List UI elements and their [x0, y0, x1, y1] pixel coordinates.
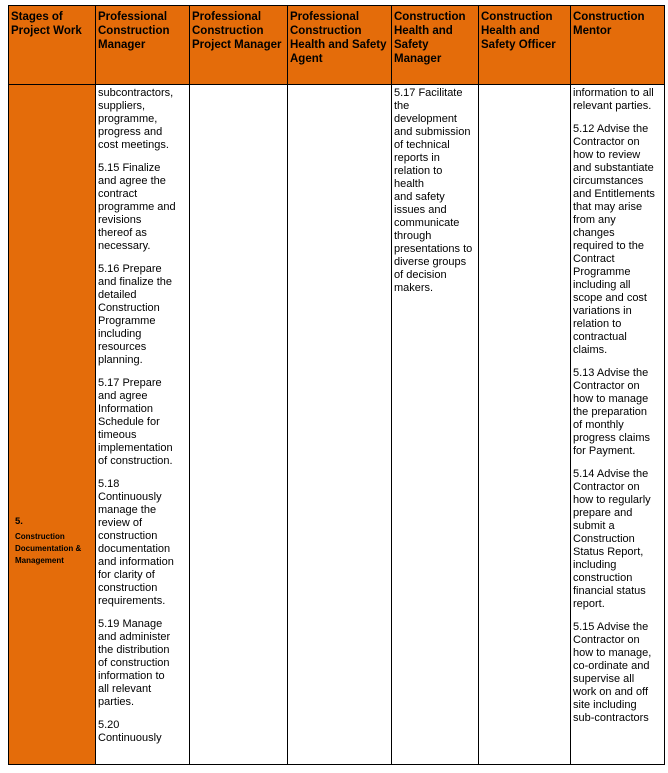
header-mentor: Construction Mentor — [571, 6, 665, 85]
pcm-paragraph: 5.19 Manage and administer the distribution of construction information to all relevant parties. — [98, 618, 171, 708]
cell-pcm — [96, 85, 190, 765]
responsibilities-table — [8, 5, 665, 765]
mentor-paragraph: 5.15 Advise the Contractor on how to manage, co-ordinate and supervise all work on and off site including sub-contractors — [573, 621, 652, 724]
stage-cell — [9, 85, 96, 765]
stage-row — [9, 85, 665, 765]
stage-number: 5. — [15, 516, 23, 527]
header-pcm: Professional Construction Manager — [96, 6, 190, 85]
pcm-paragraph: 5.17 Prepare and agree Information Schedule for timeous implementation of construction. — [98, 377, 173, 467]
pcm-paragraph: 5.20 Continuously — [98, 719, 162, 744]
header-row — [9, 6, 665, 85]
mentor-paragraph: 5.13 Advise the Contractor on how to manage the preparation of monthly progress claims for Payment. — [573, 367, 651, 457]
header-pcpm: Professional Construction Project Manager — [190, 6, 288, 85]
mentor-paragraph: 5.12 Advise the Contractor on how to review and substantiate circumstances and Entitlements that may arise from any changes required to the Contract Programme including all scope and cost variations in relation to contractual claims. — [573, 123, 655, 356]
header-pchsa: Professional Construction Health and Safety Agent — [288, 6, 392, 85]
mentor-paragraph: information to all relevant parties. — [573, 87, 654, 112]
pcm-paragraph: 5.18 Continuously manage the review of construction documentation and information for clarity of construction requirements. — [98, 478, 174, 607]
pcm-paragraph: 5.15 Finalize and agree the contract programme and revisions thereof as necessary. — [98, 162, 176, 252]
header-stages: Stages of Project Work — [9, 6, 96, 85]
mentor-paragraph: 5.14 Advise the Contractor on how to regularly prepare and submit a Construction Status Report, including construction financial status report. — [573, 468, 651, 610]
header-chsm: Construction Health and Safety Manager — [392, 6, 479, 85]
pcm-paragraph: 5.16 Prepare and finalize the detailed Construction Programme including resources planning. — [98, 263, 172, 366]
header-chso: Construction Health and Safety Officer — [479, 6, 571, 85]
pcm-paragraph: subcontractors, suppliers, programme, progress and cost meetings. — [98, 87, 174, 151]
cell-pcpm — [190, 85, 288, 765]
cell-pchsa — [288, 85, 392, 765]
chsm-paragraph: 5.17 Facilitate the development and submission of technical reports in relation to health and safety issues and communicate through presentations to diverse groups of decision makers. — [394, 87, 473, 294]
cell-mentor — [571, 85, 665, 765]
stage-title: Construction Documentation & Management — [15, 532, 82, 565]
cell-chso — [479, 85, 571, 765]
cell-chsm — [392, 85, 479, 765]
